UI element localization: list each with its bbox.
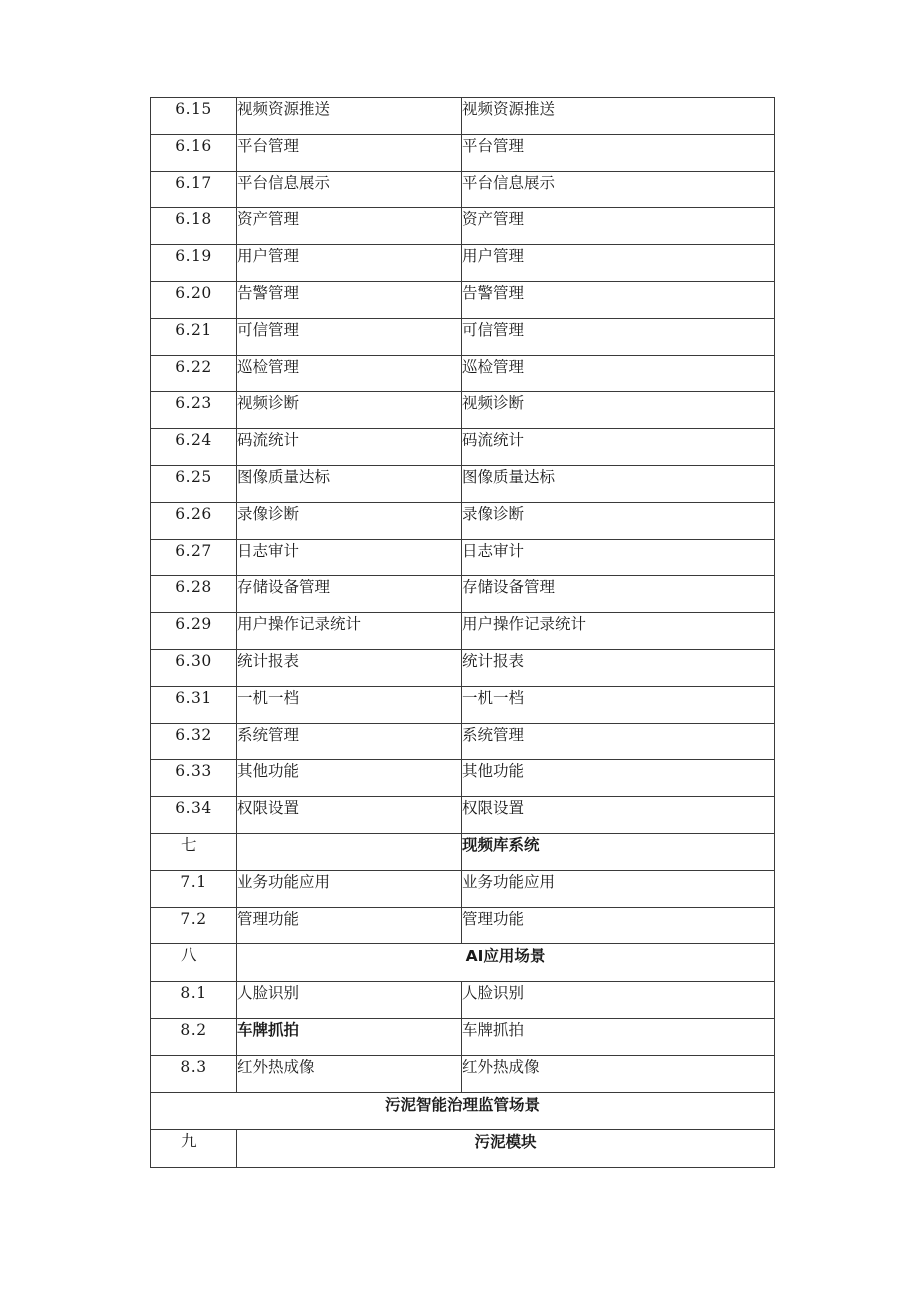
item-description: 红外热成像	[462, 1055, 775, 1092]
item-description: 平台信息展示	[462, 171, 775, 208]
table-row	[151, 171, 775, 208]
table-row	[151, 429, 775, 466]
item-number: 7.1	[151, 870, 237, 907]
item-description: 业务功能应用	[462, 870, 775, 907]
item-name: 录像诊断	[237, 502, 462, 539]
item-name: 可信管理	[237, 318, 462, 355]
item-number: 6.28	[151, 576, 237, 613]
table-row	[151, 392, 775, 429]
section-name	[237, 833, 462, 870]
item-name: 告警管理	[237, 281, 462, 318]
item-name: 码流统计	[237, 429, 462, 466]
table-row	[151, 318, 775, 355]
item-number: 6.31	[151, 686, 237, 723]
item-number: 6.33	[151, 760, 237, 797]
item-name: 视频诊断	[237, 392, 462, 429]
table-row	[151, 465, 775, 502]
item-number: 6.25	[151, 465, 237, 502]
item-description: 系统管理	[462, 723, 775, 760]
item-name: 存储设备管理	[237, 576, 462, 613]
section-row-8	[151, 944, 775, 982]
item-description: 图像质量达标	[462, 465, 775, 502]
table-row	[151, 870, 775, 907]
item-name: 图像质量达标	[237, 465, 462, 502]
section-row-7	[151, 833, 775, 870]
table-row	[151, 760, 775, 797]
table-row	[151, 723, 775, 760]
item-number: 8.3	[151, 1055, 237, 1092]
item-number: 6.30	[151, 649, 237, 686]
item-number: 6.23	[151, 392, 237, 429]
item-description: 巡检管理	[462, 355, 775, 392]
item-number: 6.24	[151, 429, 237, 466]
item-number: 6.21	[151, 318, 237, 355]
item-number: 6.29	[151, 613, 237, 650]
item-number: 6.18	[151, 208, 237, 245]
item-number: 6.32	[151, 723, 237, 760]
item-description: 车牌抓拍	[462, 1018, 775, 1055]
table-row	[151, 98, 775, 135]
item-number: 8.1	[151, 982, 237, 1019]
item-description: 权限设置	[462, 797, 775, 834]
item-number: 6.19	[151, 245, 237, 282]
item-name: 车牌抓拍	[237, 1018, 462, 1055]
table-row	[151, 208, 775, 245]
table-row	[151, 502, 775, 539]
item-description: 视频资源推送	[462, 98, 775, 135]
item-description: 视频诊断	[462, 392, 775, 429]
item-name: 平台信息展示	[237, 171, 462, 208]
item-number: 6.26	[151, 502, 237, 539]
item-description: 用户管理	[462, 245, 775, 282]
table-row	[151, 134, 775, 171]
item-number: 6.17	[151, 171, 237, 208]
item-name: 一机一档	[237, 686, 462, 723]
section-number: 八	[151, 944, 237, 982]
table-row	[151, 1055, 775, 1092]
table-row	[151, 797, 775, 834]
item-name: 管理功能	[237, 907, 462, 944]
item-name: 日志审计	[237, 539, 462, 576]
item-name: 用户管理	[237, 245, 462, 282]
item-name: 其他功能	[237, 760, 462, 797]
item-description: 存储设备管理	[462, 576, 775, 613]
item-name: 权限设置	[237, 797, 462, 834]
scene-header: 污泥智能治理监管场景	[151, 1092, 775, 1130]
item-name: 系统管理	[237, 723, 462, 760]
table-row	[151, 576, 775, 613]
item-number: 8.2	[151, 1018, 237, 1055]
scene-header-row	[151, 1092, 775, 1130]
table-row	[151, 613, 775, 650]
item-description: 统计报表	[462, 649, 775, 686]
item-number: 7.2	[151, 907, 237, 944]
item-name: 用户操作记录统计	[237, 613, 462, 650]
table-row	[151, 686, 775, 723]
item-number: 6.16	[151, 134, 237, 171]
item-number: 6.22	[151, 355, 237, 392]
item-name: 人脸识别	[237, 982, 462, 1019]
table-row	[151, 281, 775, 318]
item-description: 其他功能	[462, 760, 775, 797]
item-description: 人脸识别	[462, 982, 775, 1019]
item-name: 红外热成像	[237, 1055, 462, 1092]
item-number: 6.15	[151, 98, 237, 135]
table-row	[151, 355, 775, 392]
table-row	[151, 1018, 775, 1055]
item-description: 一机一档	[462, 686, 775, 723]
item-description: 管理功能	[462, 907, 775, 944]
function-list-table	[150, 97, 775, 1168]
table-row	[151, 982, 775, 1019]
item-description: 告警管理	[462, 281, 775, 318]
item-name: 视频资源推送	[237, 98, 462, 135]
section-title: 现频库系统	[462, 833, 775, 870]
section-number: 九	[151, 1130, 237, 1168]
item-description: 码流统计	[462, 429, 775, 466]
item-description: 日志审计	[462, 539, 775, 576]
item-description: 用户操作记录统计	[462, 613, 775, 650]
item-name: 业务功能应用	[237, 870, 462, 907]
table-row	[151, 539, 775, 576]
item-number: 6.27	[151, 539, 237, 576]
item-description: 录像诊断	[462, 502, 775, 539]
item-number: 6.20	[151, 281, 237, 318]
item-name: 巡检管理	[237, 355, 462, 392]
item-description: 平台管理	[462, 134, 775, 171]
section-number: 七	[151, 833, 237, 870]
item-description: 可信管理	[462, 318, 775, 355]
item-name: 资产管理	[237, 208, 462, 245]
item-name: 统计报表	[237, 649, 462, 686]
section-title: 污泥模块	[237, 1130, 775, 1168]
section-row-9	[151, 1130, 775, 1168]
table-row	[151, 649, 775, 686]
item-description: 资产管理	[462, 208, 775, 245]
section-title: AI应用场景	[237, 944, 775, 982]
table-row	[151, 245, 775, 282]
item-number: 6.34	[151, 797, 237, 834]
table-row	[151, 907, 775, 944]
item-name: 平台管理	[237, 134, 462, 171]
